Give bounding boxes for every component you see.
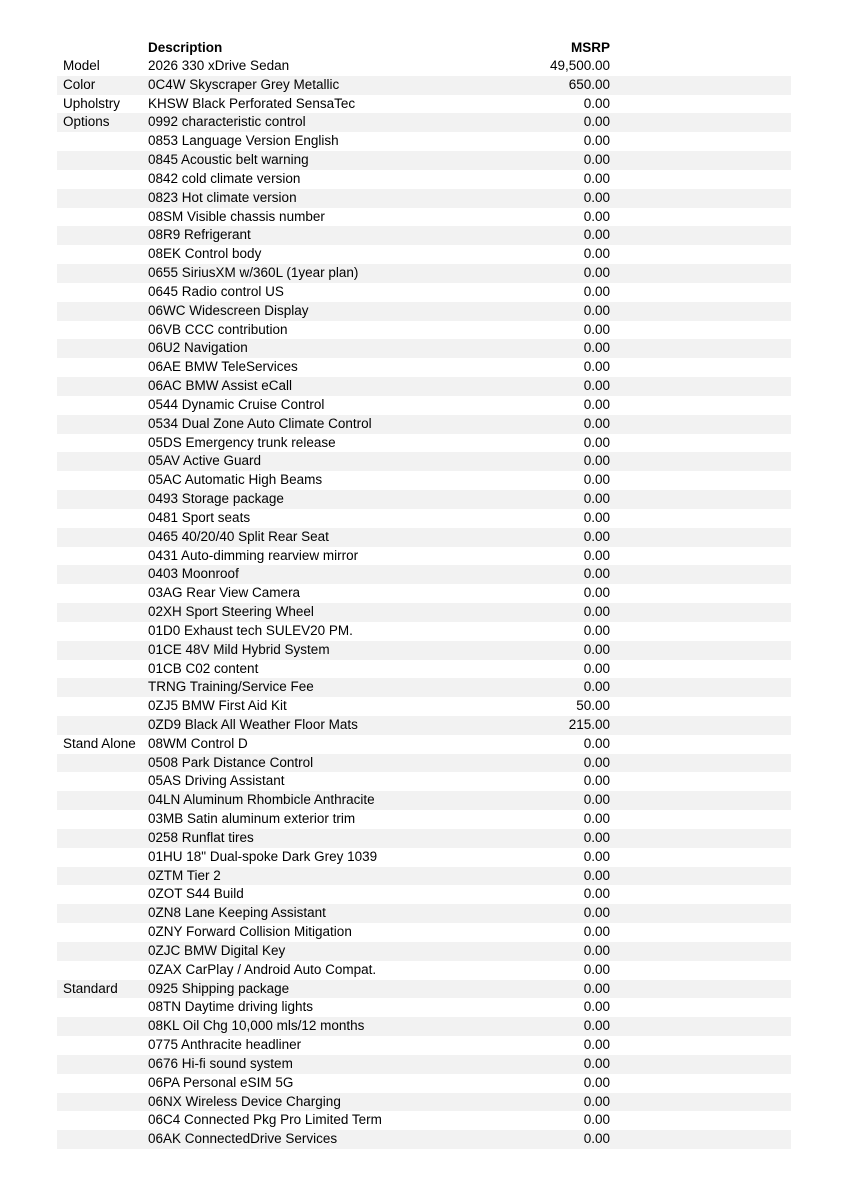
row-description: 0992 characteristic control: [148, 114, 306, 130]
row-description: 0465 40/20/40 Split Rear Seat: [148, 528, 329, 544]
row-category: Options: [63, 114, 110, 130]
row-msrp: 0.00: [583, 886, 610, 902]
row-msrp: 0.00: [583, 641, 610, 657]
row-category: Standard: [63, 980, 118, 996]
table-row: [57, 923, 791, 942]
row-description: 03MB Satin aluminum exterior trim: [148, 811, 356, 827]
row-msrp: 0.00: [583, 509, 610, 525]
row-description: 0655 SiriusXM w/360L (1year plan): [148, 265, 359, 281]
row-msrp: 0.00: [583, 1131, 610, 1147]
row-description: 0ZNY Forward Collision Mitigation: [148, 924, 352, 940]
row-msrp: 0.00: [583, 622, 610, 638]
row-msrp: 0.00: [583, 924, 610, 940]
table-row: [57, 471, 791, 490]
table-row: [57, 339, 791, 358]
row-description: 05AC Automatic High Beams: [148, 472, 323, 488]
row-msrp: 0.00: [583, 472, 610, 488]
row-msrp: 0.00: [583, 980, 610, 996]
row-description: 01HU 18" Dual-spoke Dark Grey 1039: [148, 848, 378, 864]
row-description: 08R9 Refrigerant: [148, 227, 251, 243]
table-row: [57, 1111, 791, 1130]
row-description: 0481 Sport seats: [148, 509, 251, 525]
row-msrp: 0.00: [583, 1093, 610, 1109]
row-msrp: 0.00: [583, 491, 610, 507]
row-description: 05DS Emergency trunk release: [148, 434, 336, 450]
row-msrp: 0.00: [583, 95, 610, 111]
table-row: [57, 490, 791, 509]
row-description: 0823 Hot climate version: [148, 189, 297, 205]
row-description: 02XH Sport Steering Wheel: [148, 604, 314, 620]
table-row: [57, 1093, 791, 1112]
table-row: [57, 810, 791, 829]
row-description: 08KL Oil Chg 10,000 mls/12 months: [148, 1018, 365, 1034]
table-row: [57, 547, 791, 566]
table-row: [57, 434, 791, 453]
row-description: 06WC Widescreen Display: [148, 302, 309, 318]
row-msrp: 0.00: [583, 434, 610, 450]
row-description: 0845 Acoustic belt warning: [148, 152, 309, 168]
table-row: [57, 697, 791, 716]
row-description: 0ZAX CarPlay / Android Auto Compat.: [148, 961, 377, 977]
table-row: [57, 151, 791, 170]
row-msrp: 0.00: [583, 679, 610, 695]
row-description: 0676 Hi-fi sound system: [148, 1055, 293, 1071]
row-description: 0775 Anthracite headliner: [148, 1037, 302, 1053]
row-description: 0ZJC BMW Digital Key: [148, 942, 286, 958]
row-msrp: 0.00: [583, 735, 610, 751]
table-row: [57, 57, 791, 76]
row-description: 01CE 48V Mild Hybrid System: [148, 641, 330, 657]
row-description: 08TN Daytime driving lights: [148, 999, 314, 1015]
table-row: [57, 754, 791, 773]
table-row: [57, 113, 791, 132]
table-header: [57, 38, 791, 57]
row-msrp: 0.00: [583, 265, 610, 281]
table-row: [57, 998, 791, 1017]
table-row: [57, 565, 791, 584]
row-msrp: 0.00: [583, 829, 610, 845]
row-msrp: 0.00: [583, 867, 610, 883]
row-description: 0645 Radio control US: [148, 283, 284, 299]
row-msrp: 0.00: [583, 378, 610, 394]
row-msrp: 0.00: [583, 1018, 610, 1034]
table-row: [57, 622, 791, 641]
row-msrp: 49,500.00: [549, 58, 610, 73]
row-msrp: 0.00: [583, 566, 610, 582]
row-msrp: 0.00: [583, 961, 610, 977]
table-row: [57, 132, 791, 151]
row-msrp: 0.00: [583, 152, 610, 168]
msrp-column-header: MSRP: [570, 40, 610, 55]
row-description: 0ZN8 Lane Keeping Assistant: [148, 905, 326, 921]
row-msrp: 0.00: [583, 773, 610, 789]
row-msrp: 0.00: [583, 321, 610, 337]
table-row: [57, 980, 791, 999]
row-msrp: 215.00: [568, 716, 610, 732]
table-row: [57, 716, 791, 735]
table-row: [57, 1017, 791, 1036]
table-row: [57, 415, 791, 434]
row-msrp: 0.00: [583, 1055, 610, 1071]
row-category: Color: [63, 76, 96, 92]
row-msrp: 0.00: [583, 208, 610, 224]
row-description: 08EK Control body: [148, 246, 262, 262]
table-row: [57, 848, 791, 867]
row-description: TRNG Training/Service Fee: [148, 679, 314, 695]
row-description: 0842 cold climate version: [148, 170, 301, 186]
row-msrp: 0.00: [583, 754, 610, 770]
table-row: [57, 660, 791, 679]
row-description: 0431 Auto-dimming rearview mirror: [148, 547, 359, 563]
table-row: [57, 321, 791, 340]
table-row: [57, 1074, 791, 1093]
table-row: [57, 772, 791, 791]
row-msrp: 0.00: [583, 246, 610, 262]
row-msrp: 0.00: [583, 811, 610, 827]
row-description: 0ZJ5 BMW First Aid Kit: [148, 698, 287, 714]
row-msrp: 0.00: [583, 415, 610, 431]
row-description: 0ZTM Tier 2: [148, 867, 221, 883]
table-row: [57, 452, 791, 471]
table-row: [57, 283, 791, 302]
table-row: [57, 358, 791, 377]
table-row: [57, 735, 791, 754]
table-row: [57, 961, 791, 980]
table-row: [57, 264, 791, 283]
row-msrp: 0.00: [583, 792, 610, 808]
table-row: [57, 76, 791, 95]
row-msrp: 0.00: [583, 340, 610, 356]
row-category: Model: [63, 58, 100, 73]
row-msrp: 0.00: [583, 227, 610, 243]
row-msrp: 0.00: [583, 189, 610, 205]
row-msrp: 0.00: [583, 114, 610, 130]
row-description: 0853 Language Version English: [148, 133, 339, 149]
row-msrp: 0.00: [583, 283, 610, 299]
row-description: 06AE BMW TeleServices: [148, 359, 298, 375]
row-description: 0C4W Skyscraper Grey Metallic: [148, 76, 340, 92]
row-description: 0544 Dynamic Cruise Control: [148, 396, 325, 412]
row-description: 06PA Personal eSIM 5G: [148, 1074, 294, 1090]
row-msrp: 0.00: [583, 170, 610, 186]
row-description: 0508 Park Distance Control: [148, 754, 314, 770]
table-body: [57, 57, 791, 1149]
row-msrp: 0.00: [583, 585, 610, 601]
row-description: 05AV Active Guard: [148, 453, 262, 469]
table-row: [57, 678, 791, 697]
row-msrp: 0.00: [583, 396, 610, 412]
row-description: 06C4 Connected Pkg Pro Limited Term: [148, 1112, 382, 1128]
row-msrp: 650.00: [568, 76, 610, 92]
row-description: 06NX Wireless Device Charging: [148, 1093, 341, 1109]
row-description: 0493 Storage package: [148, 491, 284, 507]
row-msrp: 0.00: [583, 302, 610, 318]
row-description: 0925 Shipping package: [148, 980, 290, 996]
table-row: [57, 509, 791, 528]
table-row: [57, 885, 791, 904]
row-category: Stand Alone: [63, 735, 136, 751]
table-row: [57, 302, 791, 321]
table-row: [57, 528, 791, 547]
table-row: [57, 584, 791, 603]
table-row: [57, 641, 791, 660]
row-msrp: 0.00: [583, 1037, 610, 1053]
row-msrp: 50.00: [576, 698, 610, 714]
row-msrp: 0.00: [583, 660, 610, 676]
row-msrp: 0.00: [583, 999, 610, 1015]
table-row: [57, 170, 791, 189]
table-row: [57, 1055, 791, 1074]
table-row: [57, 829, 791, 848]
row-description: 04LN Aluminum Rhombicle Anthracite: [148, 792, 375, 808]
table-row: [57, 208, 791, 227]
row-msrp: 0.00: [583, 604, 610, 620]
row-description: 03AG Rear View Camera: [148, 585, 301, 601]
table-row: [57, 245, 791, 264]
description-column-header: Description: [148, 40, 223, 55]
price-sheet: [57, 38, 791, 1149]
table-row: [57, 603, 791, 622]
table-row: [57, 791, 791, 810]
row-msrp: 0.00: [583, 133, 610, 149]
table-row: [57, 1036, 791, 1055]
table-row: [57, 189, 791, 208]
row-description: 01CB C02 content: [148, 660, 259, 676]
row-description: 0ZD9 Black All Weather Floor Mats: [148, 716, 358, 732]
row-msrp: 0.00: [583, 942, 610, 958]
table-row: [57, 867, 791, 886]
row-msrp: 0.00: [583, 453, 610, 469]
row-description: 0ZOT S44 Build: [148, 886, 244, 902]
row-description: 06VB CCC contribution: [148, 321, 288, 337]
row-category: Upholstry: [63, 95, 121, 111]
row-description: 0534 Dual Zone Auto Climate Control: [148, 415, 372, 431]
row-description: 0403 Moonroof: [148, 566, 239, 582]
row-description: 01D0 Exhaust tech SULEV20 PM.: [148, 622, 353, 638]
row-description: 2026 330 xDrive Sedan: [148, 58, 290, 73]
row-msrp: 0.00: [583, 1112, 610, 1128]
row-msrp: 0.00: [583, 1074, 610, 1090]
row-msrp: 0.00: [583, 905, 610, 921]
row-description: 08SM Visible chassis number: [148, 208, 325, 224]
row-description: 08WM Control D: [148, 735, 248, 751]
row-description: 0258 Runflat tires: [148, 829, 254, 845]
row-description: 06U2 Navigation: [148, 340, 248, 356]
row-msrp: 0.00: [583, 528, 610, 544]
table-row: [57, 377, 791, 396]
row-description: 06AC BMW Assist eCall: [148, 378, 293, 394]
row-description: 06AK ConnectedDrive Services: [148, 1131, 338, 1147]
row-description: KHSW Black Perforated SensaTec: [148, 95, 356, 111]
row-msrp: 0.00: [583, 359, 610, 375]
table-row: [57, 942, 791, 961]
row-msrp: 0.00: [583, 848, 610, 864]
table-row: [57, 226, 791, 245]
row-msrp: 0.00: [583, 547, 610, 563]
table-row: [57, 396, 791, 415]
table-row: [57, 904, 791, 923]
table-row: [57, 95, 791, 114]
table-row: [57, 1130, 791, 1149]
row-description: 05AS Driving Assistant: [148, 773, 285, 789]
